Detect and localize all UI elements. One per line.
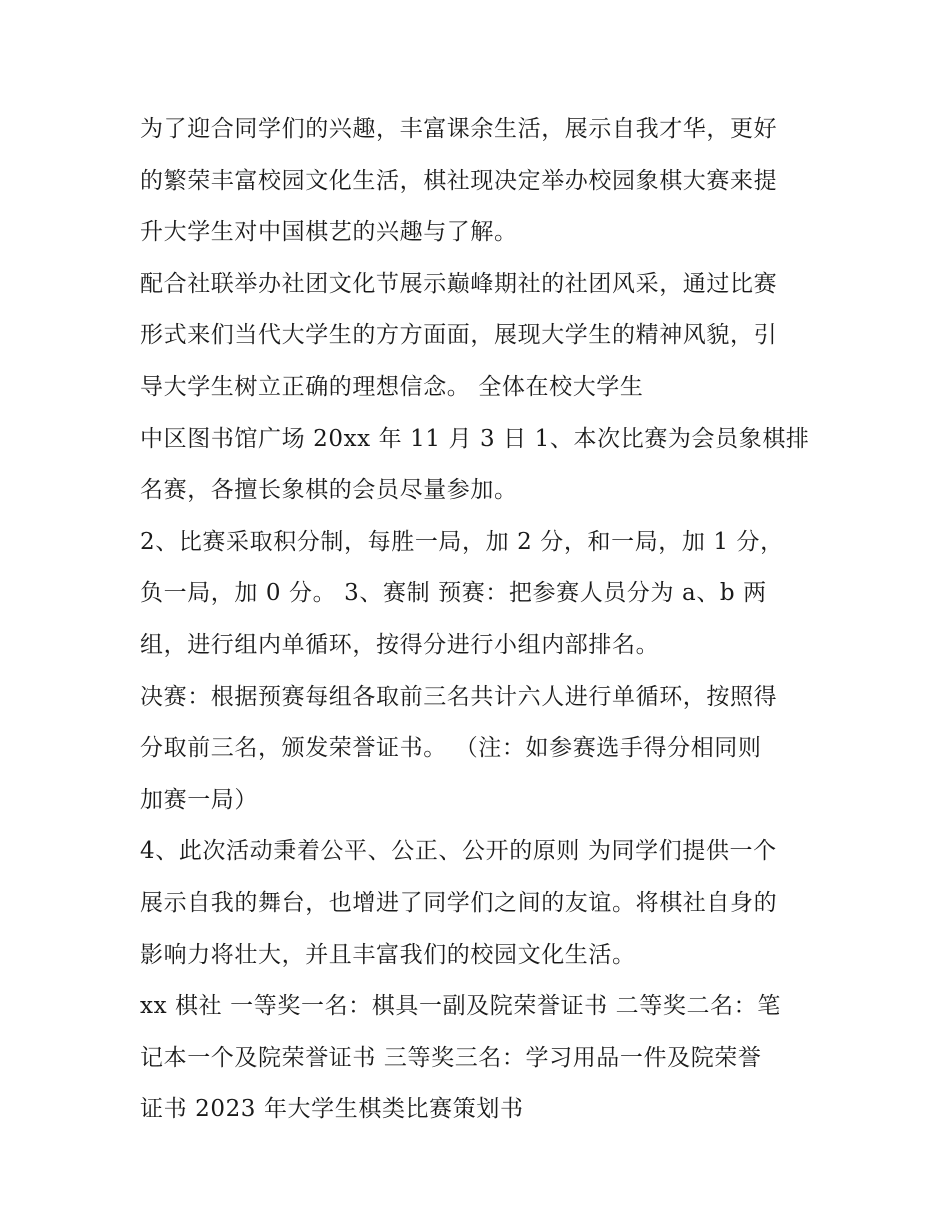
text-line: 的繁荣丰富校园文化生活，棋社现决定举办校园象棋大赛来提 [140,167,778,194]
text-line: 为了迎合同学们的兴趣，丰富课余生活，展示自我才华，更好 [140,116,778,142]
text-line: xx 棋社 一等奖一名：棋具一副及院荣誉证书 二等奖二名：笔 [140,993,781,1020]
text-line: 升大学生对中国棋艺的兴趣与了解。 [140,219,518,246]
text-line: 记本一个及院荣誉证书 三等奖三名：学习用品一件及院荣誉 [140,1044,762,1071]
text-line: 导大学生树立正确的理想信念。 全体在校大学生 [140,373,644,400]
text-line: 配合社联举办社团文化节展示巅峰期社的社团风采，通过比赛 [140,270,778,297]
paragraph-significance [140,259,820,414]
text-line: 形式来们当代大学生的方方面面，展现大学生的精神风貌，引 [140,322,778,349]
text-line: 负一局，加 0 分。 3、赛制 预赛：把参赛人员分为 a、b 两 [140,580,767,607]
text-line: 证书 2023 年大学生棋类比赛策划书 [140,1096,524,1123]
text-line: 分取前三名，颁发荣誉证书。 （注：如参赛选手得分相同则 [140,735,762,762]
paragraph-principles [140,826,820,981]
text-line: 中区图书馆广场 20xx 年 11 月 3 日 1、本次比赛为会员象棋排 [140,425,810,452]
text-line: 展示自我的舞台，也增进了同学们之间的友谊。将棋社自身的 [140,889,778,916]
paragraph-venue-time [140,414,820,517]
text-line: 决赛：根据预赛每组各取前三名共计六人进行单循环，按照得 [140,683,778,710]
text-line: 4、此次活动秉着公平、公正、公开的原则 为同学们提供一个 [140,838,777,865]
paragraph-scoring-preliminary [140,517,820,672]
text-line: 加赛一局） [140,786,258,813]
document-body [140,104,820,1136]
paragraph-final [140,672,820,827]
paragraph-purpose [140,104,820,259]
text-line: 名赛，各擅长象棋的会员尽量参加。 [140,477,518,504]
text-line: 2、比赛采取积分制，每胜一局，加 2 分，和一局，加 1 分， [140,528,784,555]
text-line: 组，进行组内单循环，按得分进行小组内部排名。 [140,631,660,658]
paragraph-awards [140,981,820,1136]
text-line: 影响力将壮大，并且丰富我们的校园文化生活。 [140,941,636,968]
